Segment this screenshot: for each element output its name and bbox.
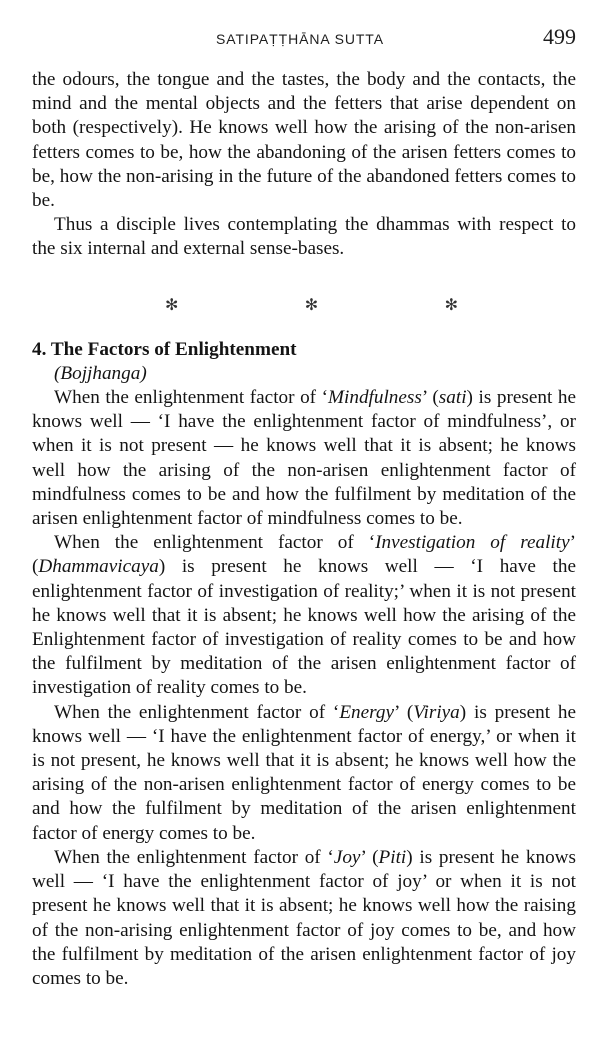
text-run: ) is present he knows well — ‘I have the enlightenment factor of mindfulness’, or when it is not present — he knows well that it is absent; he knows well how the arising of the non-arisen enlightenment factor of mindfulness comes to be and how the fulfilment by meditation of the arisen enlightenment factor of mindfulness comes to be. <box>32 387 576 530</box>
term-italic: sati <box>438 387 467 409</box>
text-run: ) is present he knows well — ‘I have the enlightenment factor of joy’ or when it is not present he knows well that it is absent; he knows well how the raising of the non-arising enlightenment factor of joy comes to be, and how the fulfilment by meditation of the arisen enlightenment factor of joy comes to be. <box>32 846 576 989</box>
term-italic: Piti <box>378 846 407 868</box>
term-italic: Mindfulness <box>328 387 422 409</box>
asterism-mark: ✻ <box>444 296 458 314</box>
paragraph-energy <box>32 701 576 846</box>
text-run: ) is present he knows well — ‘I have the enlightenment factor of energy,’ or when it is not present, he knows well that it is absent; he knows well how the arising of the non-arisen enlightenment factor of energy comes to be and how the fulfilment by meditation of the arisen enlightenment factor of energy comes to be. <box>32 701 576 844</box>
term-italic: Viriya <box>413 701 460 723</box>
term-italic: Dhammavicaya <box>38 556 159 578</box>
term-italic: Investigation of reality <box>375 532 570 554</box>
intro-paragraph-1: the odours, the tongue and the tastes, the body and the contacts, the mind and the mental objects and the fetters that arise dependent on both (respectively). He knows well how the arising of the non-arisen fetters comes to be, how the abandoning of the arisen fetters comes to be, how the non-arising in the future of the abandoned fetters comes to be. <box>32 69 576 212</box>
text-run: ’ ( <box>421 387 439 409</box>
asterism-mark: ✻ <box>165 296 179 314</box>
section-heading: 4. The Factors of Enlightenment <box>32 338 297 360</box>
text-run: ’ ( <box>32 532 576 578</box>
page-number: 499 <box>543 24 576 49</box>
text-run: When the enlightenment factor of ‘ <box>54 701 340 723</box>
running-title: SATIPAṬṬHĀNA SUTTA <box>216 31 384 47</box>
section-separator <box>32 294 576 318</box>
paragraph-joy <box>32 846 576 991</box>
text-run: When the enlightenment factor of ‘ <box>54 387 329 409</box>
page-body <box>32 68 576 991</box>
running-head <box>0 22 600 52</box>
text-run: ’ ( <box>360 846 379 868</box>
section-subheading: (Bojjhanga) <box>54 362 147 384</box>
intro-paragraph-2: Thus a disciple lives contemplating the dhammas with respect to the six internal and external sense-bases. <box>32 214 576 260</box>
text-run: When the enlightenment factor of ‘ <box>54 846 334 868</box>
text-run: ) is present he knows well — ‘I have the enlightenment factor of investigation of reality;’ when it is not present he knows well that it is absent; he knows well how the arising of the Enlightenment factor of investigation of reality comes to be and how the fulfilment by meditation of the arisen enlightenment factor of investigation of reality comes to be. <box>32 556 576 699</box>
term-italic: Energy <box>339 701 395 723</box>
text-run: When the enlightenment factor of ‘ <box>54 532 376 554</box>
text-run: ’ ( <box>394 701 414 723</box>
paragraph-investigation <box>32 531 576 700</box>
paragraph-mindfulness <box>32 386 576 531</box>
asterism-mark: ✻ <box>304 296 319 314</box>
term-italic: Joy <box>333 846 361 868</box>
